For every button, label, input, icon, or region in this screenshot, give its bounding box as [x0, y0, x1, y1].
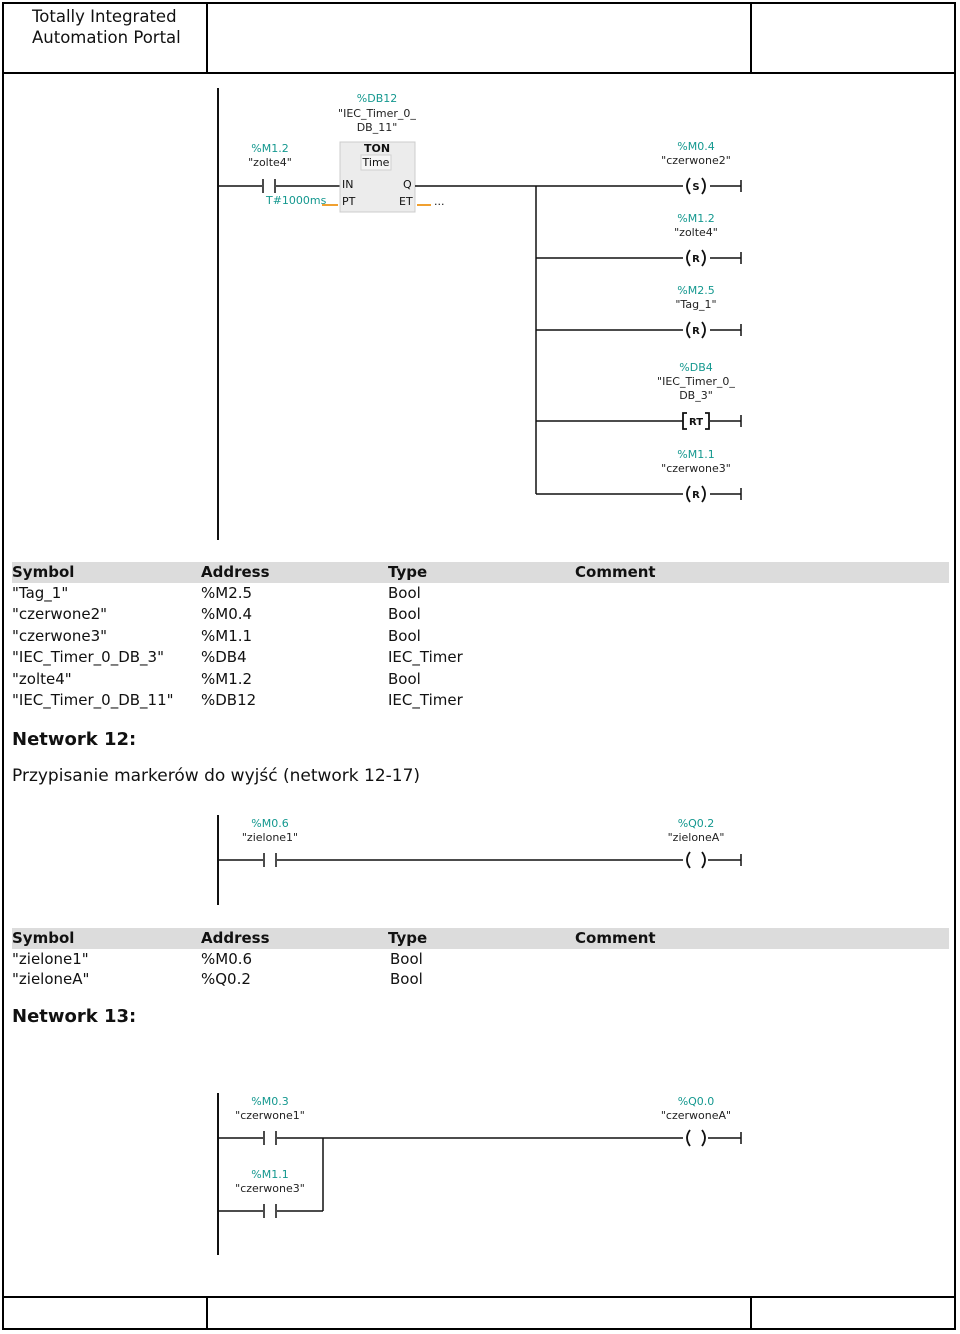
coil-tag: "czerwone3"	[661, 462, 731, 475]
timer-et-value: ...	[434, 195, 445, 208]
table-row	[12, 669, 949, 690]
table-row	[12, 583, 949, 604]
col-comment: Comment	[575, 563, 656, 581]
cell-type: Bool	[388, 626, 421, 645]
coil-address: %M1.1	[677, 448, 715, 461]
coil-address: %DB4	[679, 361, 713, 374]
cell-type: Bool	[390, 970, 423, 988]
coil-tag: "czerwone2"	[661, 154, 731, 167]
cell-symbol: "IEC_Timer_0_DB_3"	[12, 648, 164, 667]
cell-address: %M1.2	[201, 669, 253, 688]
coil-address: %M1.2	[677, 212, 715, 225]
cell-address: %M0.4	[201, 605, 253, 624]
network-13-ladder	[0, 1085, 960, 1260]
coil-symbol: R	[692, 490, 700, 501]
contact-address: %M1.1	[251, 1168, 289, 1181]
timer-pin-in: IN	[342, 178, 354, 191]
contact-zolte4[interactable]	[218, 142, 340, 193]
timer-db-name-line1: "IEC_Timer_0_	[338, 107, 416, 120]
contact-tag: "czerwone1"	[235, 1109, 305, 1122]
timer-subtype: Time	[362, 156, 390, 169]
coil-tag: "Tag_1"	[675, 298, 717, 311]
timer-type: TON	[363, 142, 391, 155]
col-symbol: Symbol	[12, 563, 75, 581]
contact-tag: "czerwone3"	[235, 1182, 305, 1195]
network-12-title: Network 12:	[12, 729, 137, 750]
coil-r-2[interactable]	[536, 284, 741, 338]
cell-type: IEC_Timer	[388, 648, 463, 667]
cell-address: %DB12	[201, 690, 257, 709]
coil-tag-line2: DB_3"	[679, 389, 713, 402]
network-12-ladder	[0, 805, 960, 910]
cell-symbol: "czerwone2"	[12, 605, 108, 624]
ton-timer-block[interactable]	[265, 92, 445, 212]
footer-divider-2	[750, 1296, 752, 1330]
timer-pin-et: ET	[399, 195, 413, 208]
col-symbol: Symbol	[12, 929, 75, 947]
coil-tag: "IEC_Timer_0_	[657, 375, 735, 388]
cell-type: IEC_Timer	[388, 690, 463, 709]
contact-address: %M1.2	[251, 142, 289, 155]
cell-address: %M2.5	[201, 584, 253, 602]
footer-divider-1	[206, 1296, 208, 1330]
coil-address: %M2.5	[677, 284, 715, 297]
coil-tag: "zieloneA"	[667, 831, 725, 844]
table-header	[12, 562, 949, 583]
contact-tag: "zolte4"	[248, 156, 292, 169]
coil-address: %M0.4	[677, 140, 715, 153]
coil-symbol: R	[692, 326, 700, 337]
cell-address: %Q0.2	[201, 970, 251, 988]
timer-pin-pt: PT	[342, 195, 356, 208]
col-address: Address	[201, 563, 270, 581]
coil-tag: "zolte4"	[674, 226, 718, 239]
coil-r-1[interactable]	[536, 212, 741, 266]
timer-db-name-line2: DB_11"	[356, 121, 398, 134]
cell-type: Bool	[388, 605, 421, 624]
timer-pt-value: T#1000ms	[266, 194, 327, 207]
app-title-line1: Totally Integrated	[32, 7, 177, 26]
contact-address: %M0.6	[251, 817, 289, 830]
table-row	[12, 626, 949, 647]
tag-table-2	[12, 928, 949, 989]
table-row	[12, 604, 949, 625]
contact-tag: "zielone1"	[241, 831, 299, 844]
cell-address: %M0.6	[201, 950, 253, 968]
cell-address: %M1.1	[201, 626, 253, 645]
cell-type: Bool	[388, 669, 421, 688]
tag-table-1	[12, 562, 949, 711]
cell-address: %DB4	[201, 648, 247, 667]
cell-type: Bool	[388, 584, 421, 602]
table-header	[12, 928, 949, 949]
coil-r-4[interactable]	[536, 448, 741, 502]
footer-top-line	[2, 1296, 956, 1298]
timer-pin-q: Q	[403, 178, 412, 191]
col-type: Type	[388, 929, 428, 947]
network-12-comment: Przypisanie markerów do wyjść (network 12-17)	[12, 766, 421, 786]
coil-rt-3[interactable]	[536, 361, 741, 429]
network-13-title: Network 13:	[12, 1006, 137, 1027]
cell-type: Bool	[390, 950, 423, 968]
coil-symbol: RT	[688, 417, 704, 428]
cell-symbol: "IEC_Timer_0_DB_11"	[12, 690, 174, 709]
coil-tag: "czerwoneA"	[660, 1109, 732, 1122]
cell-symbol: "czerwone3"	[12, 626, 108, 645]
coil-symbol: R	[692, 254, 700, 265]
col-comment: Comment	[575, 929, 656, 947]
contact-address: %M0.3	[251, 1095, 289, 1108]
coil-address: %Q0.0	[677, 1095, 715, 1108]
coil-symbol: S	[692, 182, 700, 193]
network-11-ladder	[0, 0, 960, 545]
cell-symbol: "Tag_1"	[12, 584, 69, 602]
table-row	[12, 969, 949, 989]
cell-symbol: "zielone1"	[12, 950, 89, 968]
timer-db-address: %DB12	[356, 92, 398, 105]
col-address: Address	[201, 929, 270, 947]
app-title-line2: Automation Portal	[32, 28, 181, 47]
col-type: Type	[388, 563, 428, 581]
cell-symbol: "zieloneA"	[12, 970, 90, 988]
table-row	[12, 949, 949, 969]
coil-address: %Q0.2	[677, 817, 715, 830]
table-row	[12, 690, 949, 711]
coil-s-0[interactable]	[536, 140, 741, 194]
cell-symbol: "zolte4"	[12, 669, 72, 688]
table-row	[12, 647, 949, 668]
